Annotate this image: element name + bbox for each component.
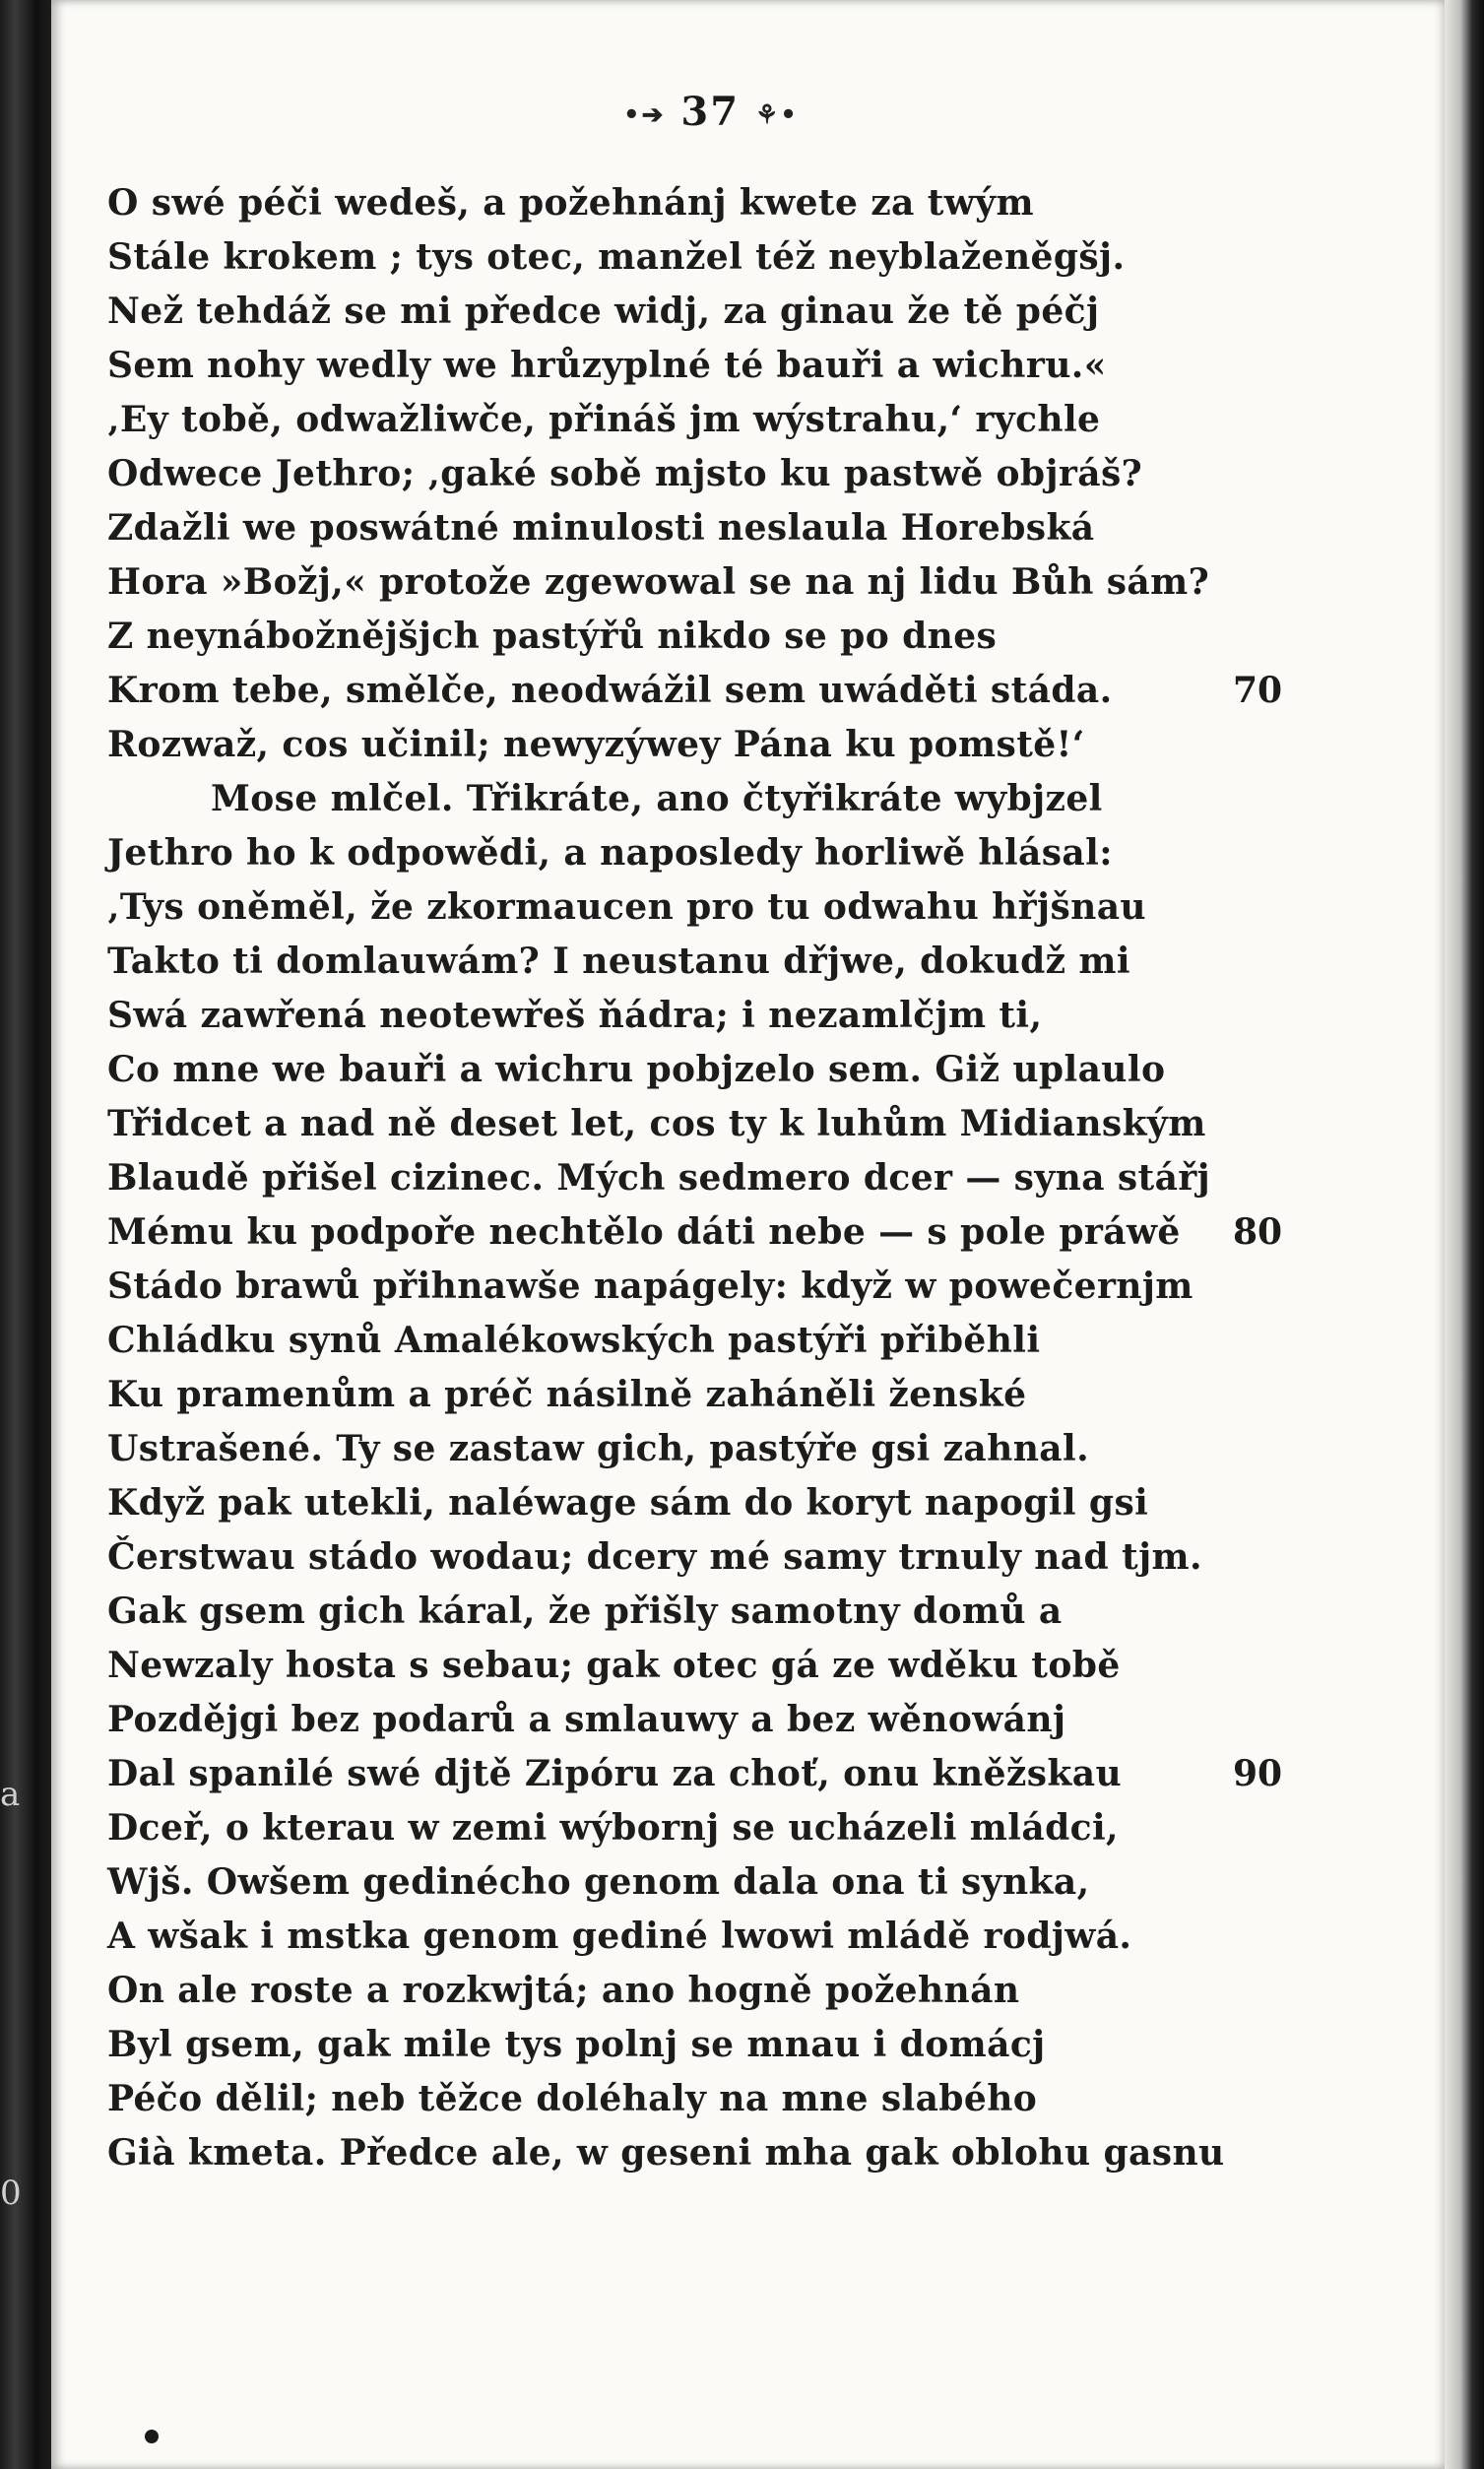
- poem-line: Zdažli we poswátné minulosti neslaula Horebská: [107, 507, 1095, 549]
- line-number: 70: [1233, 670, 1283, 711]
- poem-line: Newzaly hosta s sebau; gak otec gá ze wděku tobě: [107, 1645, 1121, 1686]
- poem-line: Z neynábožnějšjch pastýřů nikdo se po dnes: [107, 616, 998, 657]
- poem-line: Swá zawřená neotewřeš ňádra; i nezamlčjm ti,: [107, 995, 1043, 1036]
- poem-line: Jethro ho k odpowědi, a naposledy horliwě hlásal:: [107, 832, 1113, 874]
- poem-line: Odwece Jethro; ‚gaké sobě mjsto ku pastwě objráš?: [107, 453, 1143, 494]
- poem-line: Chládku synů Amalékowských pastýři přiběhli: [107, 1320, 1041, 1361]
- line-number: 90: [1233, 1753, 1283, 1794]
- margin-fragment: a: [0, 1775, 21, 1814]
- page-number: 37: [680, 89, 741, 135]
- book-page: [51, 0, 1445, 2469]
- poem-line: Dceř, o kterau w zemi wýbornj se ucházeli mládci,: [107, 1807, 1119, 1849]
- poem-line: Rozwaž, cos učinil; newyzýwey Pána ku pomstě!‘: [107, 724, 1085, 765]
- poem-line: Ku pramenům a préč násilně zaháněli ženské: [107, 1374, 1027, 1415]
- ornament-left: •➔: [623, 100, 666, 130]
- poem-line: Wjš. Owšem gedinécho genom dala ona ti synka,: [107, 1861, 1090, 1903]
- poem-line: Mému ku podpoře nechtělo dáti nebe — s pole práwě: [107, 1211, 1181, 1253]
- poem-line: Ustrašené. Ty se zastaw gich, pastýře gsi zahnal.: [107, 1428, 1090, 1469]
- poem-line: Sem nohy wedly we hrůzyplné té bauři a wichru.«: [107, 345, 1107, 386]
- poem-line: On ale roste a rozkwjtá; ano hogně požehnán: [107, 1970, 1020, 2011]
- poem-line: Stádo brawů přihnawše napágely: když w powečernjm: [107, 1266, 1194, 1307]
- ink-speck: [145, 2430, 159, 2443]
- left-page-bleed: [0, 0, 51, 2469]
- poem-line: Mose mlčel. Třikráte, ano čtyřikráte wybjzel: [211, 778, 1103, 819]
- poem-line: Když pak utekli, naléwage sám do koryt napogil gsi: [107, 1482, 1149, 1524]
- poem-line: ‚Ey tobě, odwažliwče, přináš jm wýstrahu,‘ rychle: [107, 399, 1101, 440]
- poem-line: A wšak i mstka genom gediné lwowi mládě rodjwá.: [107, 1916, 1132, 1957]
- poem-line: Krom tebe, smělče, neodwážil sem uwáděti stáda.: [107, 670, 1113, 711]
- poem-line: Čerstwau stádo wodau; dcery mé samy trnuly nad tjm.: [107, 1536, 1202, 1578]
- line-number: 80: [1233, 1211, 1283, 1253]
- poem-line: O swé péči wedeš, a požehnánj kwete za twým: [107, 182, 1034, 224]
- poem-line: Péčo dělil; neb těžce doléhaly na mne slabého: [107, 2078, 1038, 2119]
- poem-line: Già kmeta. Předce ale, w geseni mha gak oblohu gasnu: [107, 2132, 1225, 2174]
- poem-line: Hora »Božj,« protože zgewowal se na nj lidu Bůh sám?: [107, 561, 1210, 603]
- poem-line: Dal spanilé swé djtě Zipóru za choť, onu kněžskau: [107, 1753, 1123, 1794]
- poem-line: Než tehdáž se mi předce widj, za ginau že tě péčj: [107, 291, 1100, 332]
- poem-line: Byl gsem, gak mile tys polnj se mnau i domácj: [107, 2024, 1046, 2065]
- poem-line: Stále krokem ; tys otec, manžel též neyblaženěgšj.: [107, 236, 1126, 278]
- poem-line: Gak gsem gich káral, že přišly samotny domů a: [107, 1591, 1063, 1632]
- poem-line: ‚Tys oněměl, že zkormaucen pro tu odwahu hřjšnau: [107, 886, 1146, 928]
- poem-line: Co mne we bauři a wichru pobjzelo sem. Giž uplaulo: [107, 1049, 1166, 1090]
- poem-line: Takto ti domlauwám? I neustanu dřjwe, dokudž mi: [107, 941, 1130, 982]
- margin-fragment: 0: [0, 2174, 22, 2213]
- page-number-header: [583, 89, 839, 135]
- right-page-edge: [1445, 0, 1484, 2469]
- ornament-right: ⚘•: [755, 100, 799, 130]
- poem-line: Pozdějgi bez podarů a smlauwy a bez wěnowánj: [107, 1699, 1066, 1740]
- poem-line: Třidcet a nad ně deset let, cos ty k luhům Midianským: [107, 1103, 1206, 1144]
- poem-line: Blaudě přišel cizinec. Mých sedmero dcer — syna stářj: [107, 1157, 1211, 1199]
